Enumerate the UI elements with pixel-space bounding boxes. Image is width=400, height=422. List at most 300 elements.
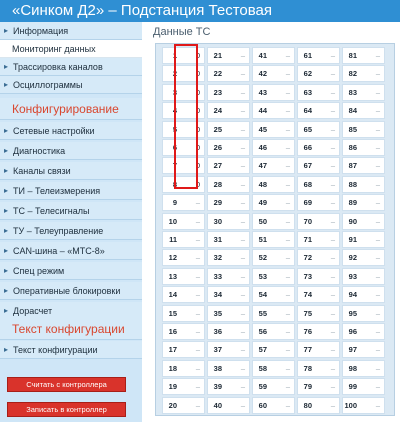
sidebar-item[interactable] xyxy=(0,58,142,76)
ts-cell xyxy=(162,397,205,414)
ts-channel-number: 82 xyxy=(348,69,357,79)
ts-cell xyxy=(297,341,340,358)
ts-channel-value: – xyxy=(240,382,245,392)
ts-cell xyxy=(207,47,250,64)
ts-channel-number: 53 xyxy=(258,271,267,281)
ts-channel-number: 12 xyxy=(168,253,177,263)
ts-channel-value: – xyxy=(240,308,245,318)
sidebar-item-label: Спец режим xyxy=(13,266,65,276)
ts-channel-number: 47 xyxy=(258,161,267,171)
ts-channel-value: – xyxy=(240,87,245,97)
ts-cell xyxy=(297,249,340,266)
ts-cell xyxy=(207,157,250,174)
ts-channel-value: 0 xyxy=(195,87,200,97)
sidebar-item[interactable] xyxy=(0,142,142,160)
ts-channel-number: 18 xyxy=(168,363,177,373)
sidebar-item-label: ТС – Телесигналы xyxy=(13,206,90,216)
ts-channel-value: – xyxy=(240,327,245,336)
ts-channel-value: – xyxy=(285,179,290,189)
ts-channel-value: – xyxy=(375,235,380,244)
ts-channel-number: 16 xyxy=(168,327,177,336)
ts-channel-value: – xyxy=(240,253,245,263)
ts-channel-number: 40 xyxy=(213,400,222,410)
ts-channel-number: 6 xyxy=(172,143,177,152)
ts-channel-number: 61 xyxy=(303,51,312,60)
ts-channel-number: 70 xyxy=(303,216,312,226)
ts-channel-value: – xyxy=(375,51,380,60)
ts-channel-value: – xyxy=(285,290,290,300)
section-heading-label: Текст конфигурации xyxy=(12,322,125,336)
ts-channel-number: 77 xyxy=(303,345,312,355)
sidebar-item-label: Оперативные блокировки xyxy=(13,286,121,296)
bullet-icon: ▸ xyxy=(4,62,9,71)
ts-cell xyxy=(342,268,385,285)
section-heading xyxy=(0,318,142,340)
ts-cell xyxy=(207,65,250,82)
ts-channel-value: – xyxy=(240,106,245,116)
ts-cell xyxy=(252,378,295,395)
ts-channel-number: 86 xyxy=(348,143,357,152)
ts-channel-number: 57 xyxy=(258,345,267,355)
ts-channel-value: – xyxy=(375,69,380,79)
bullet-icon: ▸ xyxy=(4,226,9,235)
ts-cell xyxy=(342,231,385,248)
ts-cell xyxy=(207,341,250,358)
ts-cell xyxy=(342,305,385,322)
ts-channel-number: 66 xyxy=(303,143,312,152)
ts-channel-value: 0 xyxy=(195,106,200,116)
bullet-icon: ▸ xyxy=(4,306,9,315)
ts-cell xyxy=(342,341,385,358)
ts-channel-value: – xyxy=(240,179,245,189)
ts-channel-value: – xyxy=(285,253,290,263)
ts-channel-number: 94 xyxy=(348,290,357,300)
content-title: Данные ТС xyxy=(153,26,211,38)
ts-channel-number: 80 xyxy=(303,400,312,410)
ts-channel-value: – xyxy=(240,161,245,171)
ts-channel-value: – xyxy=(285,345,290,355)
ts-channel-value: – xyxy=(195,345,200,355)
sidebar-item-label: ТИ – Телеизмерения xyxy=(13,186,101,196)
ts-channel-value: – xyxy=(195,271,200,281)
ts-cell xyxy=(207,305,250,322)
ts-channel-number: 23 xyxy=(213,87,222,97)
ts-channel-value: – xyxy=(375,179,380,189)
sidebar-item-label: CAN-шина – «МТС-8» xyxy=(13,246,105,256)
ts-channel-value: – xyxy=(195,290,200,300)
ts-channel-value: – xyxy=(375,345,380,355)
ts-channel-number: 65 xyxy=(303,124,312,134)
ts-channel-number: 35 xyxy=(213,308,222,318)
sidebar-item[interactable] xyxy=(0,242,142,260)
ts-cell xyxy=(342,360,385,377)
ts-cell xyxy=(297,121,340,138)
ts-channel-number: 71 xyxy=(303,235,312,244)
ts-channel-value: – xyxy=(240,400,245,410)
ts-cell xyxy=(297,194,340,211)
sidebar-item-label: ТУ – Телеуправление xyxy=(13,226,104,236)
ts-channel-number: 5 xyxy=(172,124,177,134)
ts-cell xyxy=(297,360,340,377)
ts-channel-value: – xyxy=(285,327,290,336)
ts-channel-value: – xyxy=(240,198,245,208)
bullet-icon: ▸ xyxy=(4,126,9,135)
ts-channel-value: – xyxy=(240,290,245,300)
ts-channel-number: 99 xyxy=(348,382,357,392)
bullet-icon: ▸ xyxy=(4,166,9,175)
ts-cell xyxy=(297,397,340,414)
ts-channel-number: 14 xyxy=(168,290,177,300)
ts-cell xyxy=(342,84,385,101)
sidebar-item[interactable] xyxy=(0,341,142,359)
ts-channel-number: 89 xyxy=(348,198,357,208)
ts-cell xyxy=(342,139,385,156)
ts-channel-number: 37 xyxy=(213,345,222,355)
ts-channel-number: 3 xyxy=(172,87,177,97)
ts-channel-number: 98 xyxy=(348,363,357,373)
ts-channel-number: 32 xyxy=(213,253,222,263)
ts-channel-value: – xyxy=(285,363,290,373)
page-title: «Синком Д2» – Подстанция Тестовая xyxy=(12,2,273,19)
ts-channel-value: 0 xyxy=(195,161,200,171)
ts-cell xyxy=(162,378,205,395)
ts-cell xyxy=(297,213,340,230)
bullet-icon: ▸ xyxy=(4,286,9,295)
ts-channel-value: – xyxy=(375,382,380,392)
ts-cell xyxy=(162,305,205,322)
ts-cell xyxy=(252,65,295,82)
ts-channel-number: 95 xyxy=(348,308,357,318)
ts-channel-value: – xyxy=(330,87,335,97)
ts-channel-number: 85 xyxy=(348,124,357,134)
ts-channel-number: 92 xyxy=(348,253,357,263)
sidebar-item-label: Каналы связи xyxy=(13,166,71,176)
ts-channel-value: – xyxy=(195,382,200,392)
ts-channel-number: 48 xyxy=(258,179,267,189)
ts-channel-value: – xyxy=(285,143,290,152)
ts-channel-number: 15 xyxy=(168,308,177,318)
sidebar-item-label: Мониторинг данных xyxy=(12,44,96,54)
ts-channel-number: 49 xyxy=(258,198,267,208)
ts-channel-value: – xyxy=(330,327,335,336)
sidebar-item[interactable] xyxy=(0,202,142,220)
ts-cell xyxy=(162,194,205,211)
bullet-icon: ▸ xyxy=(4,345,9,354)
bullet-icon: ▸ xyxy=(4,246,9,255)
ts-channel-number: 69 xyxy=(303,198,312,208)
ts-cell xyxy=(162,249,205,266)
ts-channel-number: 78 xyxy=(303,363,312,373)
ts-channel-number: 76 xyxy=(303,327,312,336)
ts-channel-value: – xyxy=(240,51,245,60)
ts-cell xyxy=(297,65,340,82)
ts-cell xyxy=(162,360,205,377)
ts-channel-number: 87 xyxy=(348,161,357,171)
ts-channel-number: 91 xyxy=(348,235,357,244)
ts-channel-value: – xyxy=(195,400,200,410)
ts-channel-value: – xyxy=(330,253,335,263)
bullet-icon: ▸ xyxy=(4,266,9,275)
ts-cell xyxy=(297,286,340,303)
sidebar-item-label: Сетевые настройки xyxy=(13,126,95,136)
ts-channel-value: – xyxy=(330,363,335,373)
ts-channel-number: 45 xyxy=(258,124,267,134)
ts-channel-value: – xyxy=(375,143,380,152)
ts-channel-value: – xyxy=(285,124,290,134)
ts-channel-number: 4 xyxy=(172,106,177,116)
ts-cell xyxy=(207,286,250,303)
ts-channel-number: 74 xyxy=(303,290,312,300)
ts-cell xyxy=(162,231,205,248)
ts-channel-number: 34 xyxy=(213,290,222,300)
ts-channel-value: – xyxy=(375,290,380,300)
ts-channel-number: 96 xyxy=(348,327,357,336)
ts-channel-number: 25 xyxy=(213,124,222,134)
ts-channel-number: 55 xyxy=(258,308,267,318)
ts-cell xyxy=(252,157,295,174)
ts-channel-number: 13 xyxy=(168,271,177,281)
ts-channel-value: 0 xyxy=(195,69,200,79)
ts-channel-value: – xyxy=(195,235,200,244)
ts-channel-value: – xyxy=(240,363,245,373)
ts-channel-number: 100 xyxy=(344,400,357,410)
ts-channel-value: – xyxy=(195,216,200,226)
sidebar-item-label: Информация xyxy=(13,26,69,36)
ts-cell xyxy=(252,231,295,248)
ts-channel-value: 0 xyxy=(195,179,200,189)
ts-channel-value: – xyxy=(330,400,335,410)
ts-channel-number: 79 xyxy=(303,382,312,392)
ts-channel-number: 44 xyxy=(258,106,267,116)
ts-cell xyxy=(342,397,385,414)
ts-channel-value: – xyxy=(195,363,200,373)
ts-channel-value: – xyxy=(240,271,245,281)
section-heading xyxy=(0,98,142,120)
ts-cell xyxy=(162,323,205,340)
ts-channel-number: 59 xyxy=(258,382,267,392)
ts-channel-number: 73 xyxy=(303,271,312,281)
sidebar-item[interactable] xyxy=(0,22,142,40)
sidebar-item-label: Трассировка каналов xyxy=(13,62,103,72)
ts-cell xyxy=(252,102,295,119)
read-from-controller-button[interactable]: Считать с контроллера xyxy=(7,377,126,392)
ts-cell xyxy=(252,360,295,377)
app-header xyxy=(0,0,400,22)
ts-channel-value: – xyxy=(330,124,335,134)
ts-cell xyxy=(207,397,250,414)
ts-cell xyxy=(252,194,295,211)
ts-cell xyxy=(252,84,295,101)
ts-channel-number: 36 xyxy=(213,327,222,336)
ts-channel-number: 20 xyxy=(168,400,177,410)
sidebar-item-label: Диагностика xyxy=(13,146,66,156)
ts-channel-number: 51 xyxy=(258,235,267,244)
ts-channel-value: – xyxy=(285,69,290,79)
ts-channel-number: 62 xyxy=(303,69,312,79)
ts-cell xyxy=(207,378,250,395)
ts-channel-value: – xyxy=(285,382,290,392)
ts-channel-value: – xyxy=(330,308,335,318)
sidebar-item[interactable] xyxy=(0,162,142,180)
ts-channel-value: – xyxy=(240,124,245,134)
ts-channel-number: 39 xyxy=(213,382,222,392)
ts-channel-number: 7 xyxy=(172,161,177,171)
ts-cell xyxy=(297,323,340,340)
sidebar-item-label: Осциллограммы xyxy=(13,80,83,90)
ts-channel-value: – xyxy=(330,106,335,116)
ts-channel-value: – xyxy=(285,216,290,226)
ts-cell xyxy=(342,323,385,340)
ts-channel-number: 29 xyxy=(213,198,222,208)
ts-cell xyxy=(297,157,340,174)
ts-channel-number: 72 xyxy=(303,253,312,263)
ts-cell xyxy=(207,121,250,138)
ts-cell xyxy=(342,378,385,395)
ts-channel-value: – xyxy=(330,290,335,300)
ts-channel-number: 67 xyxy=(303,161,312,171)
ts-cell xyxy=(297,139,340,156)
ts-cell xyxy=(252,323,295,340)
sidebar-item[interactable] xyxy=(0,122,142,140)
ts-channel-value: – xyxy=(375,124,380,134)
ts-channel-number: 46 xyxy=(258,143,267,152)
ts-cell xyxy=(342,47,385,64)
ts-cell xyxy=(162,286,205,303)
ts-cell xyxy=(207,231,250,248)
ts-cell xyxy=(207,84,250,101)
ts-channel-number: 81 xyxy=(348,51,357,60)
sidebar-item[interactable] xyxy=(0,76,142,94)
ts-channel-number: 90 xyxy=(348,216,357,226)
ts-channel-number: 31 xyxy=(213,235,222,244)
ts-channel-number: 50 xyxy=(258,216,267,226)
ts-cell xyxy=(297,305,340,322)
ts-cell xyxy=(252,249,295,266)
ts-channel-value: – xyxy=(330,51,335,60)
sidebar-item[interactable] xyxy=(0,40,142,58)
sidebar-item[interactable] xyxy=(0,182,142,200)
sidebar-item-label: Дорасчет xyxy=(13,306,53,316)
ts-channel-value: 0 xyxy=(195,143,200,152)
bullet-icon: ▸ xyxy=(4,80,9,89)
ts-channel-value: – xyxy=(285,235,290,244)
ts-channel-number: 41 xyxy=(258,51,267,60)
ts-cell xyxy=(207,139,250,156)
ts-channel-number: 83 xyxy=(348,87,357,97)
ts-channel-number: 64 xyxy=(303,106,312,116)
ts-cell xyxy=(252,286,295,303)
ts-cell xyxy=(252,268,295,285)
ts-channel-number: 10 xyxy=(168,216,177,226)
ts-cell xyxy=(297,231,340,248)
ts-channel-value: – xyxy=(375,87,380,97)
ts-channel-number: 54 xyxy=(258,290,267,300)
ts-channel-number: 30 xyxy=(213,216,222,226)
ts-cell xyxy=(342,213,385,230)
ts-channel-number: 19 xyxy=(168,382,177,392)
bullet-icon: ▸ xyxy=(4,186,9,195)
ts-channel-number: 21 xyxy=(213,51,222,60)
ts-channel-value: – xyxy=(375,271,380,281)
ts-channel-number: 43 xyxy=(258,87,267,97)
ts-cell xyxy=(252,305,295,322)
ts-cell xyxy=(342,121,385,138)
ts-channel-number: 38 xyxy=(213,363,222,373)
ts-channel-number: 75 xyxy=(303,308,312,318)
ts-channel-number: 93 xyxy=(348,271,357,281)
ts-channel-number: 60 xyxy=(258,400,267,410)
ts-channel-value: – xyxy=(330,216,335,226)
ts-cell xyxy=(297,102,340,119)
ts-cell xyxy=(297,84,340,101)
ts-channel-number: 33 xyxy=(213,271,222,281)
ts-channel-value: – xyxy=(375,327,380,336)
ts-channel-value: – xyxy=(195,327,200,336)
ts-channel-number: 58 xyxy=(258,363,267,373)
ts-channel-number: 27 xyxy=(213,161,222,171)
sidebar-item[interactable] xyxy=(0,282,142,300)
ts-channel-value: – xyxy=(240,143,245,152)
ts-cell xyxy=(297,176,340,193)
ts-channel-value: – xyxy=(375,253,380,263)
ts-cell xyxy=(207,360,250,377)
ts-channel-value: 0 xyxy=(195,51,200,60)
ts-channel-value: – xyxy=(285,87,290,97)
ts-channel-value: – xyxy=(285,271,290,281)
ts-channel-value: – xyxy=(285,308,290,318)
sidebar-item[interactable] xyxy=(0,222,142,240)
ts-channel-value: – xyxy=(375,363,380,373)
ts-channel-value: – xyxy=(375,308,380,318)
sidebar-item[interactable] xyxy=(0,262,142,280)
ts-channel-number: 2 xyxy=(172,69,177,79)
ts-cell xyxy=(297,268,340,285)
ts-channel-value: – xyxy=(375,106,380,116)
ts-cell xyxy=(297,47,340,64)
ts-cell xyxy=(252,47,295,64)
ts-channel-number: 68 xyxy=(303,179,312,189)
ts-channel-value: – xyxy=(195,253,200,263)
ts-channel-number: 42 xyxy=(258,69,267,79)
ts-channel-number: 9 xyxy=(172,198,177,208)
ts-channel-number: 17 xyxy=(168,345,177,355)
ts-channel-number: 8 xyxy=(172,179,177,189)
ts-channel-value: – xyxy=(375,198,380,208)
ts-channel-number: 84 xyxy=(348,106,357,116)
ts-channel-number: 26 xyxy=(213,143,222,152)
ts-cell xyxy=(342,157,385,174)
ts-cell xyxy=(297,378,340,395)
ts-cell xyxy=(207,102,250,119)
ts-cell xyxy=(342,176,385,193)
ts-cell xyxy=(252,397,295,414)
ts-channel-value: – xyxy=(330,161,335,171)
ts-cell xyxy=(342,286,385,303)
ts-channel-value: – xyxy=(240,69,245,79)
section-heading-label: Конфигурирование xyxy=(12,102,119,116)
ts-channel-value: – xyxy=(195,308,200,318)
ts-cell xyxy=(342,194,385,211)
write-to-controller-button[interactable]: Записать в контроллер xyxy=(7,402,126,417)
ts-channel-number: 1 xyxy=(172,51,177,60)
ts-channel-number: 28 xyxy=(213,179,222,189)
ts-cell xyxy=(252,176,295,193)
ts-channel-number: 11 xyxy=(169,235,177,244)
ts-cell xyxy=(252,213,295,230)
ts-channel-value: – xyxy=(285,51,290,60)
sidebar xyxy=(0,22,142,422)
ts-cell xyxy=(162,268,205,285)
